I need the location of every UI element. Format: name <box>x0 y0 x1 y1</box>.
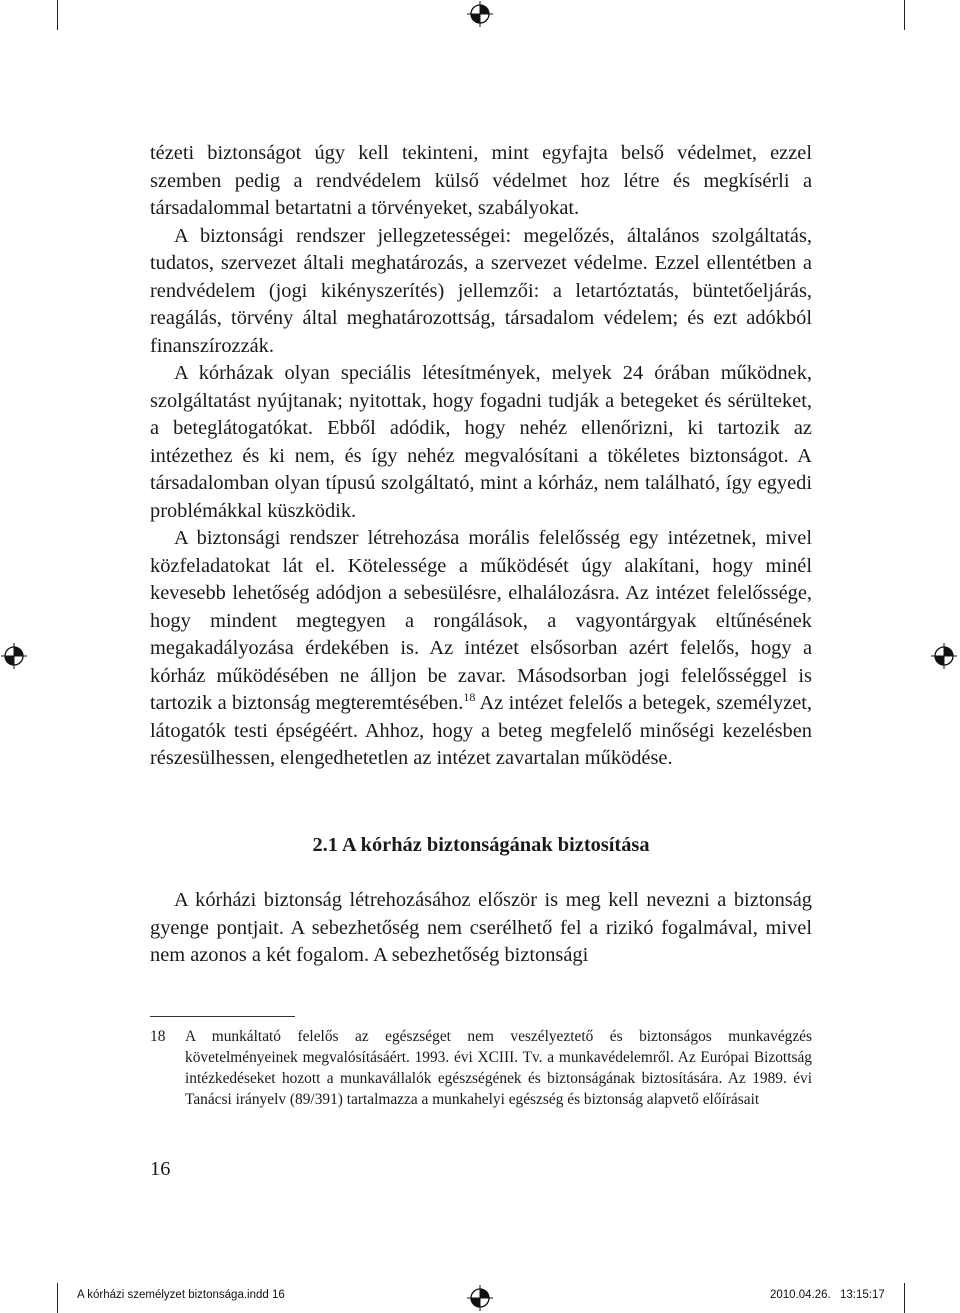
slug-time: 13:15:17 <box>840 1289 885 1301</box>
body-text <box>150 140 812 773</box>
registration-mark-icon <box>467 1 493 27</box>
paragraph: tézeti biztonságot úgy kell tekinteni, mint egyfajta belső védelmet, ezzel szemben pedig a rendvédelem külső védelmet hoz létre és megkísérli a társadalommal betartatni a törvényeket, szabályokat. <box>150 142 812 219</box>
paragraph <box>150 525 812 773</box>
paragraph-text: A biztonsági rendszer létrehozása morális felelősség egy intézetnek, mivel közfeladatokat lát el. Kötelessége a működését úgy alakítani, hogy minél kevesebb lehetőség adódjon a sebesülésre, elhalálozásra. Az intézet felelőssége, hogy mindent megtegyen a rongálások, a vagyontárgyak eltűnésének megakadályozása érdekében is. Az intézet elsősorban azért felelős, hogy a kórház működésében ne álljon be zavar. Másodsorban jogi felelősséggel is tartozik a biztonság megteremtésében. <box>150 527 812 714</box>
footnote-text: A munkáltató felelős az egészséget nem veszélyeztető és biztonságos munkavégzés követelményeinek megvalósításáért. 1993. évi XCIII. Tv. a munkavédelemről. Az Európai Bizottság intézkedéseket hozott a munkavállalók egészségének és biztonságának biztosítására. Az 1989. évi Tanácsi irányelv (89/391) tartalmazza a munkahelyi egészség és biztonság alapvető előírásait <box>185 1028 812 1108</box>
crop-mark-bottom-left <box>57 1283 58 1313</box>
paragraph-text: Az intézet felelős a betegek, személyzet, látogatók testi épségéért. Ahhoz, hogy a beteg megfelelő minőségi kezelésben részesülhessen, elengedhetetlen az intézet zavartalan működése. <box>150 692 813 769</box>
paragraph: A biztonsági rendszer jellegzetességei: megelőzés, általános szolgáltatás, tudatos, szervezet általi meghatározás, a szervezet védelme. Ezzel ellentétben a rendvédelem (jogi kikényszerítés) jellemzői: a letartóztatás, büntetőeljárás, reagálás, törvény által meghatározottság, társadalom védelem; és ezt adókból finanszírozzák. <box>150 224 812 357</box>
footnote-number: 18 <box>150 1028 166 1045</box>
footnote-reference: 18 <box>463 690 476 705</box>
crop-mark-bottom-right <box>904 1283 905 1313</box>
crop-mark-top-right <box>904 0 905 30</box>
registration-mark-icon <box>1 643 27 669</box>
paragraph: A kórházi biztonság létrehozásához először is meg kell nevezni a biztonság gyenge pontjait. A sebezhetőség nem cserélhető fel a rizikó fogalmával, mivel nem azonos a két fogalom. A sebezhetőség biztonsági <box>150 889 812 966</box>
slug-filename: A kórházi személyzet biztonsága.indd 16 <box>77 1289 285 1301</box>
footnote-divider <box>150 1016 295 1017</box>
crop-mark-top-left <box>57 0 58 30</box>
paragraph: A kórházak olyan speciális létesítmények, melyek 24 órában működnek, szolgáltatást nyújtanak; nyitottak, hogy fogadni tudják a betegeket és sérülteket, a beteglátogatókat. Ebből adódik, hogy nehéz ellenőrizni, ki tartozik az intézethez és ki nem, és így nehéz megvalósítani a tökéletes biztonságot. A társadalomban olyan típusú szolgáltató, mint a kórház, nem található, így egyedi problémákkal küszködik. <box>150 362 812 522</box>
slug-date: 2010.04.26. <box>770 1289 831 1301</box>
section-heading <box>150 832 812 859</box>
page-number: 16 <box>150 1158 171 1180</box>
registration-mark-icon <box>931 643 957 669</box>
section-heading-text: 2.1 A kórház biztonságának biztosítása <box>312 834 650 856</box>
section-body <box>150 887 812 970</box>
footnote <box>150 1026 812 1110</box>
registration-mark-icon <box>467 1285 493 1311</box>
